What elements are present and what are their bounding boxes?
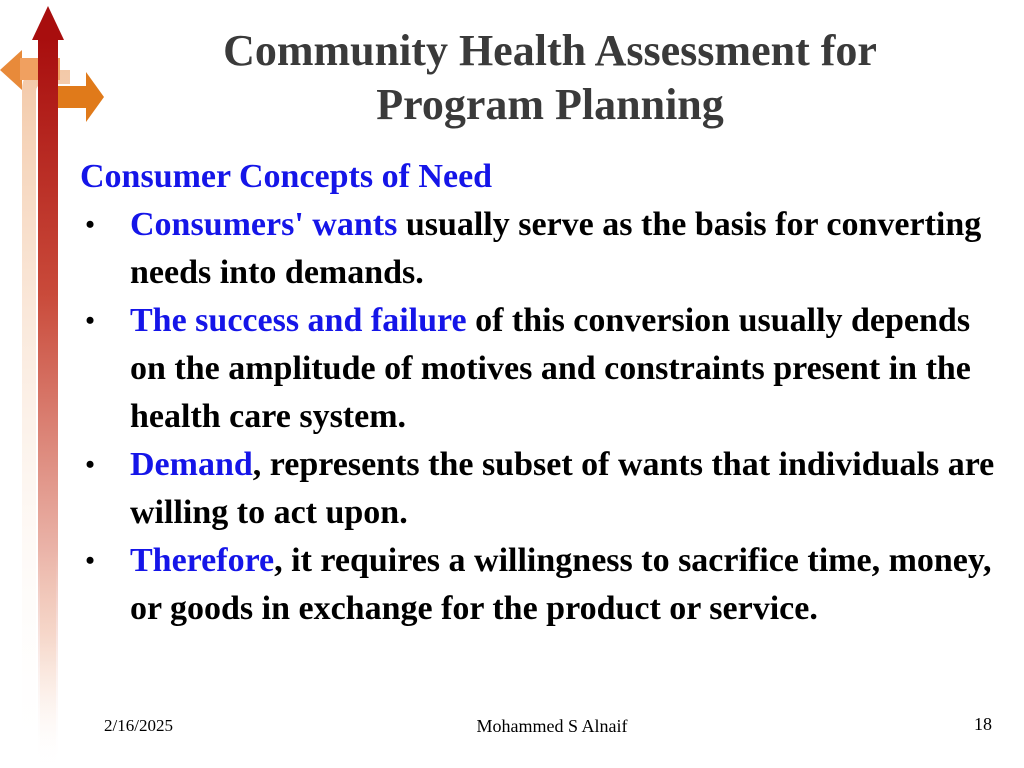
bullet-marker: • xyxy=(85,306,95,335)
slide-title-line-2: Program Planning xyxy=(376,80,724,129)
bullet-highlight: The success and failure xyxy=(130,302,467,339)
slide-title xyxy=(150,24,950,132)
bullet-list xyxy=(80,201,1000,633)
left-arrow-icon xyxy=(0,50,70,768)
bullet-text: of this conversion usually depends on the amplitude of motives and constraints present in the health care system. xyxy=(130,302,971,435)
bullet-highlight: Demand xyxy=(130,446,253,483)
bullet-marker: • xyxy=(85,210,95,239)
footer-author: Mohammed S Alnaif xyxy=(476,716,628,736)
slide-title-line-1: Community Health Assessment for xyxy=(223,26,877,75)
bullet-item xyxy=(80,201,1000,297)
bullet-text: , represents the subset of wants that individuals are willing to act upon. xyxy=(130,446,995,531)
bullet-item xyxy=(80,537,1000,633)
bullet-highlight: Therefore xyxy=(130,542,275,579)
bullet-marker: • xyxy=(85,546,95,575)
bullet-marker: • xyxy=(85,450,95,479)
up-arrow-icon xyxy=(32,6,64,768)
slide-body xyxy=(80,153,1000,633)
bullet-text: usually serve as the basis for converting needs into demands. xyxy=(130,206,982,291)
section-heading: Consumer Concepts of Need xyxy=(80,158,493,195)
page-number: 18 xyxy=(974,714,992,734)
bullet-text: , it requires a willingness to sacrifice time, money, or goods in exchange for the product or service. xyxy=(130,542,992,627)
bullet-item xyxy=(80,297,1000,441)
bullet-highlight: Consumers' wants xyxy=(130,206,398,243)
bullet-item xyxy=(80,441,1000,537)
footer-date: 2/16/2025 xyxy=(104,716,173,735)
